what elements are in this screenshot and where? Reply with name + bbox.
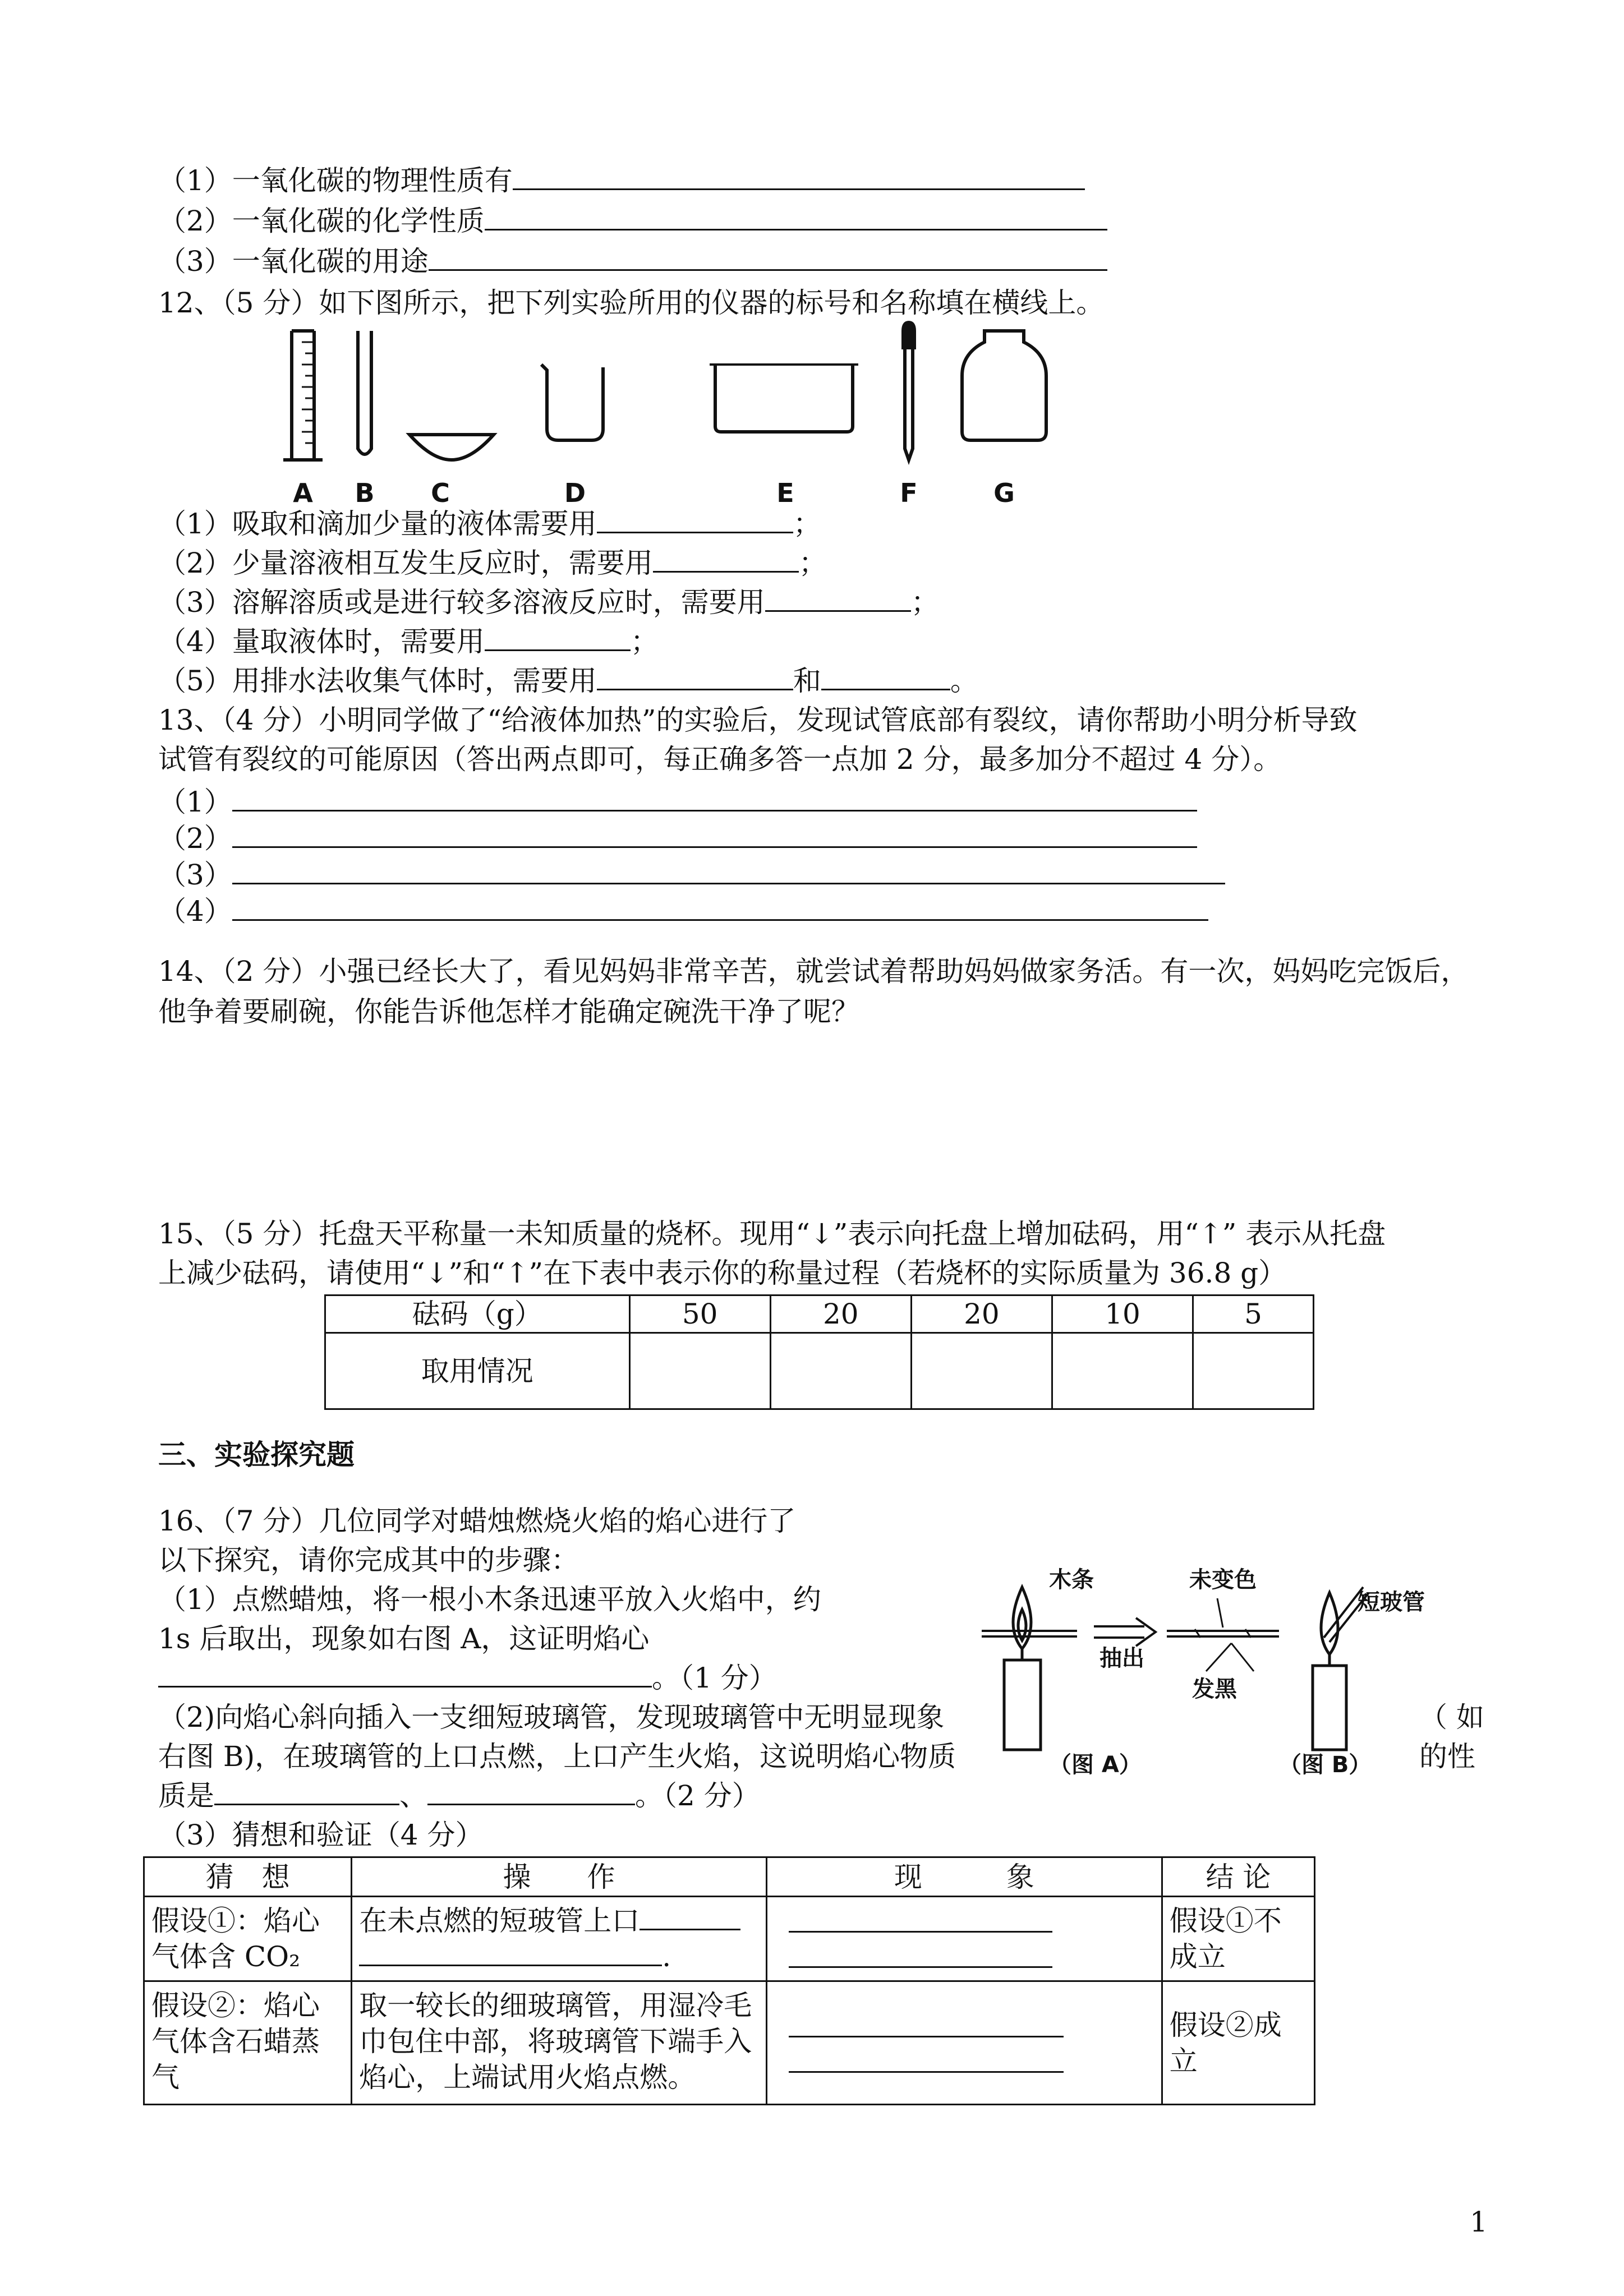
label-wood-stick: 木条 [1049,1567,1094,1593]
section-title: 三、实验探究题 [158,1438,355,1471]
q12-title: 12、（5 分）如下图所示，把下列实验所用的仪器的标号和名称填在横线上。 [158,287,1105,319]
page-number: 1 [1470,2206,1488,2238]
row1-hypothesis: 假设①：焰心气体含 CO₂ [144,1897,352,1981]
answer-blank[interactable] [214,1778,399,1805]
answer-blank[interactable] [513,163,1085,190]
q14-line-2: 他争着要刷碗，你能告诉他怎样才能确定碗洗干净了呢？ [158,995,859,1028]
q16-line-7: 右图 B)，在玻璃管的上口点燃，上口产生火焰，这说明焰心物质 [158,1740,956,1773]
usage-input-cell[interactable] [911,1333,1052,1409]
answer-blank[interactable] [232,820,1197,848]
caption-figure-b: （图 B） [1279,1752,1372,1778]
weight-cell: 20 [911,1295,1052,1333]
row2-operation: 取一较长的细玻璃管，用湿冷毛巾包住中部，将玻璃管下端手入焰心，上端试用火焰点燃。 [352,1981,767,2105]
label-e: E [776,478,794,508]
candle-flame-figure [976,1565,1425,1778]
q14-line-1: 14、（2 分）小强已经长大了，看见妈妈非常辛苦，就尝试着帮助妈妈做家务活。有一次，妈妈吃完饭后， [158,955,1469,988]
gas-collecting-bottle-icon [962,331,1046,440]
label-c: C [431,478,450,508]
answer-blank[interactable] [485,203,1107,230]
weights-table [324,1294,1314,1410]
water-trough-icon [715,365,853,432]
label-g: G [993,478,1015,508]
row2-phenomenon[interactable] [766,1981,1162,2105]
row1-phenomenon[interactable] [766,1897,1162,1981]
q12-item-5: （5）用排水法收集气体时，需要用 和 。 [158,663,978,699]
q16-line-5: 。（1 分） [158,1660,777,1696]
answer-blank[interactable] [597,663,793,690]
label-unchanged: 未变色 [1189,1567,1257,1593]
q16-line-6: （2)向焰心斜向插入一支细短玻璃管，发现玻璃管中无明显现象 [158,1701,945,1733]
answer-blank[interactable] [359,1939,662,1966]
q12-item-1: （1）吸取和滴加少量的液体需要用 ； [158,506,821,542]
weights-header-label: 砝码（g） [325,1295,630,1333]
dropper-icon [903,322,914,460]
weight-cell: 50 [629,1295,770,1333]
answer-blank[interactable] [427,1778,635,1805]
usage-input-cell[interactable] [1052,1333,1193,1409]
q16-line-8: 质是 、 。（2 分） [158,1778,760,1814]
q13-item-2: （2） [158,820,1197,856]
q16-line-9: （3）猜想和验证（4 分） [158,1819,484,1851]
answer-blank[interactable] [640,1903,740,1930]
q12-item-4: （4）量取液体时，需要用 ； [158,624,659,660]
usage-input-cell[interactable] [770,1333,911,1409]
answer-blank[interactable] [485,624,631,651]
row2-hypothesis: 假设②：焰心气体含石蜡蒸气 [144,1981,352,2105]
test-tube-icon [358,331,371,454]
label-b: B [355,478,375,508]
header-phenomenon: 现 象 [766,1857,1162,1897]
answer-blank[interactable] [232,893,1208,921]
answer-blank[interactable] [232,784,1197,812]
q13-item-4: （4） [158,893,1208,929]
weight-cell: 20 [770,1295,911,1333]
label-f: F [900,478,918,508]
beaker-icon [541,365,603,440]
answer-blank[interactable] [232,857,1225,884]
row1-operation: 在未点燃的短玻管上口 . [352,1897,767,1981]
q11-item-3: （3）一氧化碳的用途 [158,243,1107,279]
row1-conclusion: 假设①不成立 [1162,1897,1314,1981]
evaporating-dish-icon [410,435,494,460]
answer-blank[interactable] [429,243,1107,271]
header-conclusion: 结 论 [1162,1857,1314,1897]
header-hypothesis: 猜 想 [144,1857,352,1897]
caption-figure-a: （图 A） [1049,1752,1142,1778]
q16-line-2: 以下探究，请你完成其中的步骤： [158,1544,579,1576]
q16-line-4: 1s 后取出，现象如右图 A，这证明焰心 [158,1622,650,1655]
hypothesis-table [143,1856,1315,2105]
weight-cell: 5 [1193,1295,1314,1333]
row2-conclusion: 假设②成立 [1162,1981,1314,2105]
graduated-cylinder-icon [283,331,323,460]
q16-line-1: 16、（7 分）几位同学对蜡烛燃烧火焰的焰心进行了 [158,1505,796,1537]
q13-item-3: （3） [158,857,1225,893]
header-operation: 操 作 [352,1857,767,1897]
answer-blank[interactable] [653,545,799,573]
label-a: A [293,478,313,508]
label-pull-out: 抽出 [1099,1645,1144,1671]
label-short-tube: 短玻管 [1358,1589,1425,1615]
usage-row-label: 取用情况 [325,1333,630,1409]
q12-item-2: （2）少量溶液相互发生反应时，需要用 ； [158,545,827,581]
q15-line-2: 上减少砝码，请使用“↓”和“↑”在下表中表示你的称量过程（若烧杯的实际质量为 36.8 g） [158,1257,1287,1289]
q16-line-3: （1）点燃蜡烛，将一根小木条迅速平放入火焰中，约 [158,1583,821,1616]
q13-line-2: 试管有裂纹的可能原因（答出两点即可，每正确多答一点加 2 分，最多加分不超过 4 分）。 [158,743,1282,776]
q11-item-1: （1）一氧化碳的物理性质有 [158,163,1085,199]
candle-a-icon [1004,1587,1041,1750]
answer-blank[interactable] [765,584,911,612]
usage-input-cell[interactable] [629,1333,770,1409]
label-d: D [564,478,586,508]
lab-instruments-figure [269,320,1111,510]
answer-blank[interactable] [158,1660,652,1688]
q16-line-7-right: 的性 [1419,1740,1475,1773]
answer-blank[interactable] [821,663,950,690]
weight-cell: 10 [1052,1295,1193,1333]
q12-item-3: （3）溶解溶质或是进行较多溶液反应时，需要用 ； [158,584,939,620]
q16-line-6-right: （ 如 [1419,1701,1484,1733]
label-blackened: 发黑 [1192,1676,1237,1702]
q11-item-2: （2）一氧化碳的化学性质 [158,203,1107,239]
q15-line-1: 15、（5 分）托盘天平称量一未知质量的烧杯。现用“↓”表示向托盘上增加砝码，用“↑” 表示从托盘 [158,1218,1386,1250]
arrow-icon [1094,1618,1156,1646]
q13-line-1: 13、（4 分）小明同学做了“给液体加热”的实验后，发现试管底部有裂纹，请你帮助小明分析导致 [158,704,1358,736]
usage-input-cell[interactable] [1193,1333,1314,1409]
answer-blank[interactable] [597,506,793,533]
q13-item-1: （1） [158,784,1197,820]
